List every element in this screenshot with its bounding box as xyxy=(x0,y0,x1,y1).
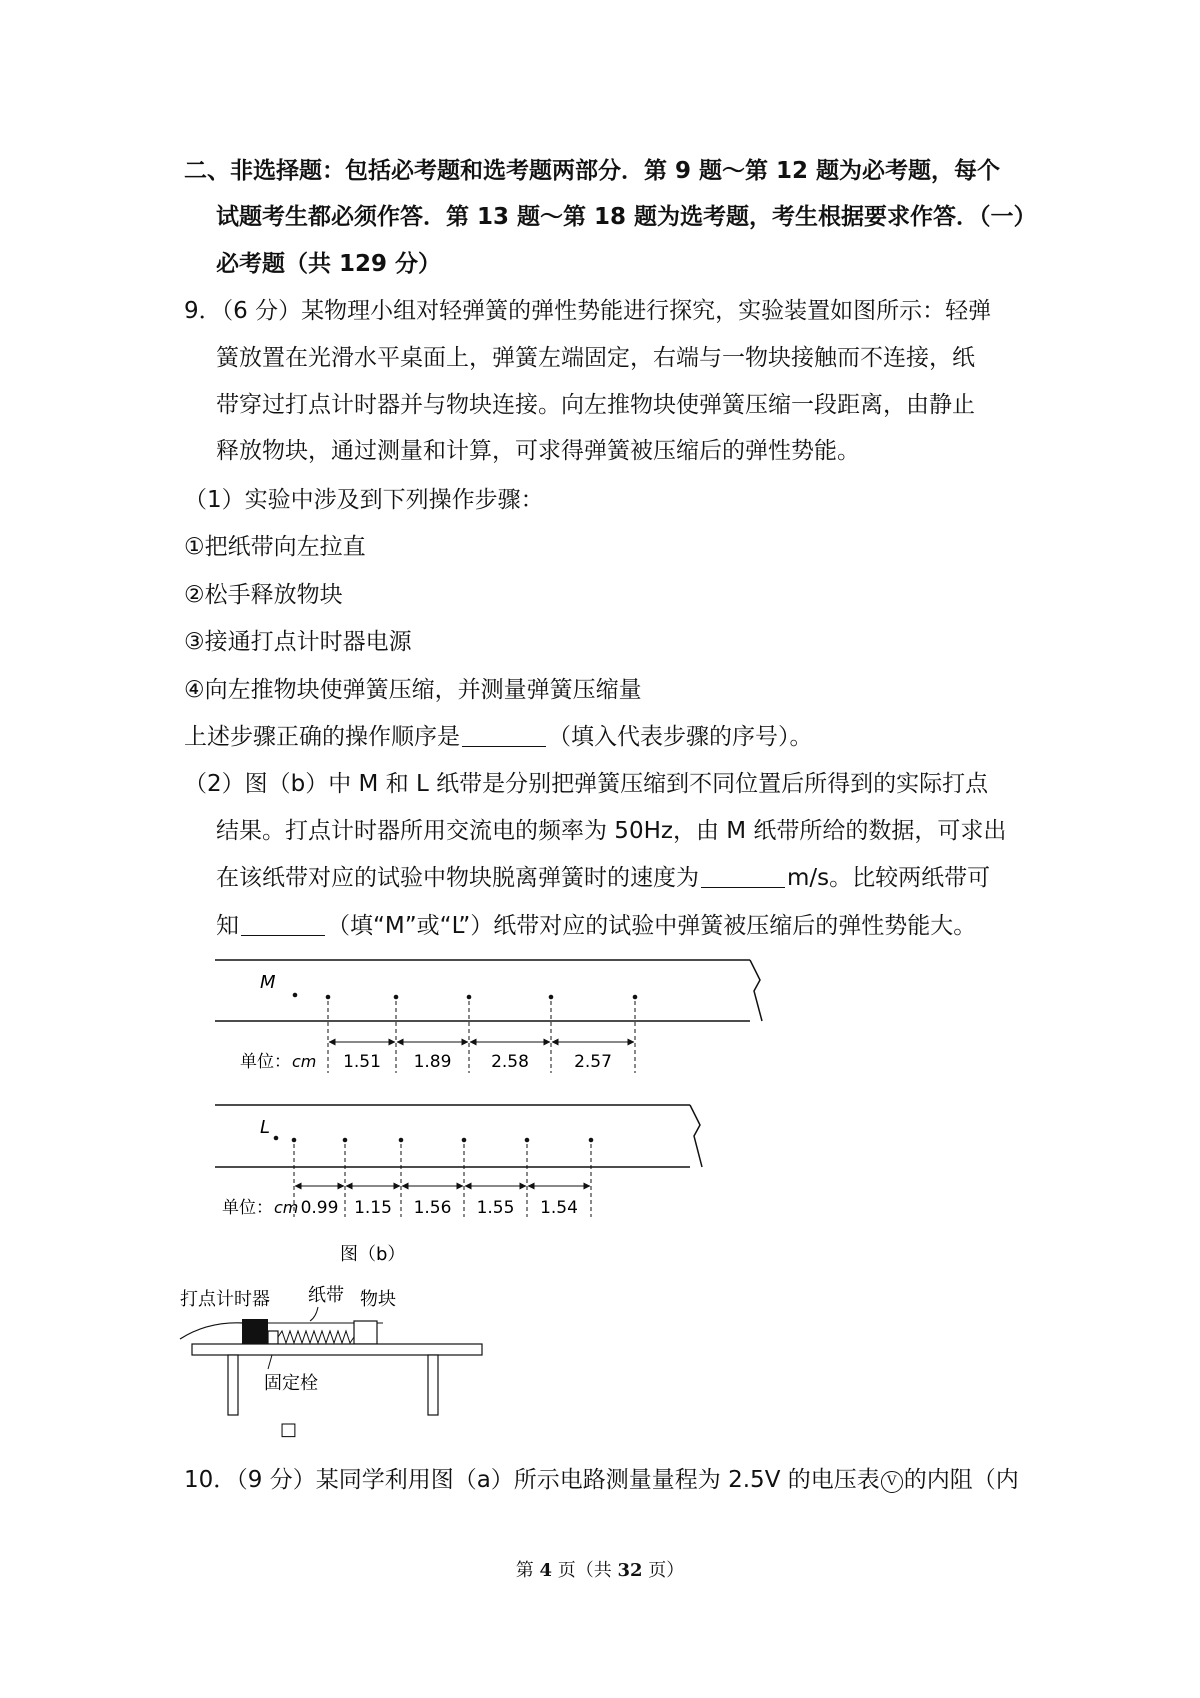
placeholder-box: □ xyxy=(280,1419,298,1440)
tape-m-segment-value: 2.57 xyxy=(574,1052,612,1072)
tape-l-dot xyxy=(399,1138,404,1143)
tape-m-unit-label: 单位： xyxy=(240,1052,291,1072)
figure-b-tapes xyxy=(210,955,770,1275)
q9-order-suffix: （填入代表步骤的序号）。 xyxy=(548,724,813,750)
tape-l-dot xyxy=(525,1138,530,1143)
q9-order-line xyxy=(184,721,813,753)
q9-part1-heading: （1）实验中涉及到下列操作步骤： xyxy=(184,487,544,513)
table-leg-left xyxy=(228,1355,238,1415)
tape-m-unit: cm xyxy=(292,1052,317,1071)
tape-l-segment-value: 1.55 xyxy=(476,1198,515,1218)
paper-tape-curve xyxy=(180,1323,244,1339)
tape-l-segment-value: 0.99 xyxy=(300,1198,339,1218)
footer-suffix: 页） xyxy=(642,1560,685,1581)
tape-l-segment-value: 1.56 xyxy=(413,1198,452,1218)
footer-prefix: 第 xyxy=(515,1560,540,1581)
tape-l-segment-value: 1.54 xyxy=(540,1198,578,1218)
tape-l-dot xyxy=(292,1138,297,1143)
tape-m-dot xyxy=(326,995,331,1000)
q9-line-4: 释放物块，通过测量和计算，可求得弹簧被压缩后的弹性势能。 xyxy=(216,438,860,464)
tape-m-first-dot xyxy=(293,993,298,998)
q10-suffix: 的内阻（内 xyxy=(903,1467,1019,1493)
q9-part2-line-3-prefix: 在该纸带对应的试验中物块脱离弹簧时的速度为 xyxy=(216,865,699,891)
fixed-pin xyxy=(268,1331,278,1344)
block-label: 物块 xyxy=(360,1289,396,1310)
table-top xyxy=(192,1344,482,1355)
tape-label: 纸带 xyxy=(308,1285,344,1306)
tape-l-dot xyxy=(343,1138,348,1143)
tape-m-segment-value: 1.51 xyxy=(343,1052,381,1072)
section-heading-line-2: 试题考生都必须作答．第 13 题～第 18 题为选考题，考生根据要求作答．（一） xyxy=(216,204,1037,230)
footer-total-pages: 32 xyxy=(617,1560,643,1581)
q9-line-1: 9．（6 分）某物理小组对轻弹簧的弹性势能进行探究，实验装置如图所示：轻弹 xyxy=(184,298,992,324)
q10-line-1 xyxy=(184,1464,1019,1496)
tape-m-dot xyxy=(394,995,399,1000)
tape-l-first-dot xyxy=(274,1136,279,1141)
page-footer xyxy=(0,1556,1200,1582)
q9-step-1: ①把纸带向左拉直 xyxy=(184,534,366,560)
tape-l-label: L xyxy=(260,1117,271,1138)
tape-l-unit-label: 单位： xyxy=(222,1198,273,1218)
table-leg-right xyxy=(428,1355,438,1415)
q9-step-2: ②松手释放物块 xyxy=(184,582,343,608)
q9-part2-line-3 xyxy=(216,862,990,894)
tape-l-marks xyxy=(292,1138,594,1218)
tape-l-dot xyxy=(589,1138,594,1143)
tape-m-dot xyxy=(633,995,638,1000)
q9-part2-line-4 xyxy=(216,910,976,942)
tape-m-dot xyxy=(549,995,554,1000)
q9-line-2: 簧放置在光滑水平桌面上，弹簧左端固定，右端与一物块接触而不连接，纸 xyxy=(216,345,975,371)
tape-l-unit: cm xyxy=(274,1198,299,1217)
section-heading-line-1: 二、非选择题：包括必考题和选考题两部分．第 9 题～第 12 题为必考题，每个 xyxy=(184,158,1001,184)
tape-m-dot xyxy=(467,995,472,1000)
answer-blank-speed[interactable] xyxy=(701,865,785,888)
tape-m-segment-value: 2.58 xyxy=(491,1052,529,1072)
apparatus-diagram xyxy=(178,1285,518,1445)
fixed-pin-label: 固定栓 xyxy=(264,1373,318,1394)
voltmeter-symbol: V xyxy=(881,1471,903,1493)
q9-part2-line-3-suffix: m/s。比较两纸带可 xyxy=(787,865,991,891)
q9-part2-line-1: （2）图（b）中 M 和 L 纸带是分别把弹簧压缩到不同位置后所得到的实际打点 xyxy=(184,771,989,797)
tape-l-dot xyxy=(462,1138,467,1143)
footer-page-number: 4 xyxy=(539,1560,552,1581)
tape-l-segment-value: 1.15 xyxy=(354,1198,392,1218)
q9-order-prefix: 上述步骤正确的操作顺序是 xyxy=(184,724,460,750)
footer-middle: 页（共 xyxy=(552,1560,618,1581)
block xyxy=(354,1321,377,1344)
q9-part2-line-4-suffix: （填“M”或“L”）纸带对应的试验中弹簧被压缩后的弹性势能大。 xyxy=(327,913,977,939)
section-heading-line-3: 必考题（共 129 分） xyxy=(216,251,442,277)
tape-m-segment-value: 1.89 xyxy=(413,1052,452,1072)
q10-prefix: 10．（9 分）某同学利用图（a）所示电路测量量程为 2.5V 的电压表 xyxy=(184,1467,880,1493)
tape-m xyxy=(215,960,762,1021)
q9-part2-line-2: 结果。打点计时器所用交流电的频率为 50Hz，由 M 纸带所给的数据，可求出 xyxy=(216,818,1007,844)
q9-step-4: ④向左推物块使弹簧压缩，并测量弹簧压缩量 xyxy=(184,677,642,703)
timer-label: 打点计时器 xyxy=(180,1289,270,1310)
answer-blank-tape[interactable] xyxy=(241,913,325,936)
q9-part2-line-4-prefix: 知 xyxy=(216,913,239,939)
answer-blank-order[interactable] xyxy=(462,724,546,747)
q9-line-3: 带穿过打点计时器并与物块连接。向左推物块使弹簧压缩一段距离，由静止 xyxy=(216,392,975,418)
q9-step-3: ③接通打点计时器电源 xyxy=(184,629,412,655)
timer-block xyxy=(242,1319,268,1344)
figure-b-caption: 图（b） xyxy=(340,1244,406,1265)
tape-m-label: M xyxy=(260,972,276,993)
tape-m-marks xyxy=(326,995,638,1073)
spring xyxy=(278,1331,354,1343)
tape-l xyxy=(215,1105,702,1167)
